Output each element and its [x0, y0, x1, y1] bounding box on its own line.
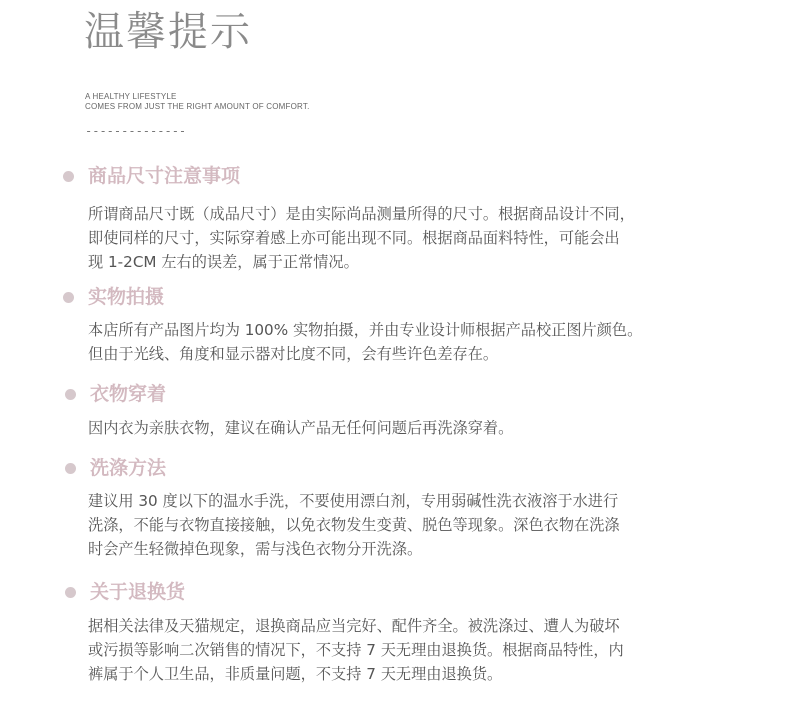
- section-heading: 商品尺寸注意事项: [88, 165, 241, 187]
- body-line: 建议用 30 度以下的温水手洗，不要使用漂白剂，专用弱碱性洗衣液溶于水进行: [88, 492, 619, 510]
- tagline-line-2: COMES FROM JUST THE RIGHT AMOUNT OF COMFORT.: [85, 102, 310, 111]
- bullet-dot-icon: [65, 587, 76, 598]
- section-body: [88, 614, 728, 686]
- body-line: 但由于光线、角度和显示器对比度不同，会有些许色差存在。: [88, 345, 499, 363]
- bullet-dot-icon: [63, 171, 74, 182]
- tagline-line-1: A HEALTHY LIFESTYLE: [85, 92, 177, 101]
- body-line: 本店所有产品图片均为 100% 实物拍摄，并由专业设计师根据产品校正图片颜色。: [88, 321, 643, 339]
- body-line: 洗涤，不能与衣物直接接触，以免衣物发生变黄、脱色等现象。深色衣物在洗涤: [88, 516, 620, 534]
- body-line: 时会产生轻微掉色现象，需与浅色衣物分开洗涤。: [88, 540, 423, 558]
- bullet-dot-icon: [63, 292, 74, 303]
- section-body: [88, 416, 728, 440]
- body-line: 即使同样的尺寸，实际穿着感上亦可能出现不同。根据商品面料特性，可能会出: [88, 229, 620, 247]
- body-line: 所谓商品尺寸既（成品尺寸）是由实际尚品测量所得的尺寸。根据商品设计不同，: [88, 205, 635, 223]
- body-line: 现 1-2CM 左右的误差，属于正常情况。: [88, 253, 359, 271]
- section-heading: 洗涤方法: [90, 457, 167, 479]
- section-body: [88, 489, 728, 561]
- tagline: [85, 92, 310, 112]
- section-heading: 实物拍摄: [88, 286, 165, 308]
- body-line: 或污损等影响二次销售的情况下，不支持 7 天无理由退换货。根据商品特性，内: [88, 641, 624, 659]
- section-heading: 衣物穿着: [90, 383, 167, 405]
- bullet-dot-icon: [65, 389, 76, 400]
- body-line: 因内衣为亲肤衣物，建议在确认产品无任何问题后再洗涤穿着。: [88, 419, 514, 437]
- dashed-divider: --------------: [85, 124, 187, 138]
- section-body: [88, 202, 728, 274]
- body-line: 裤属于个人卫生品，非质量问题，不支持 7 天无理由退换货。: [88, 665, 503, 683]
- section-body: [88, 318, 728, 366]
- section-heading: 关于退换货: [90, 581, 186, 603]
- bullet-dot-icon: [65, 463, 76, 474]
- body-line: 据相关法律及天猫规定，退换商品应当完好、配件齐全。被洗涤过、遭人为破坏: [88, 617, 620, 635]
- page-title: 温馨提示: [84, 9, 252, 55]
